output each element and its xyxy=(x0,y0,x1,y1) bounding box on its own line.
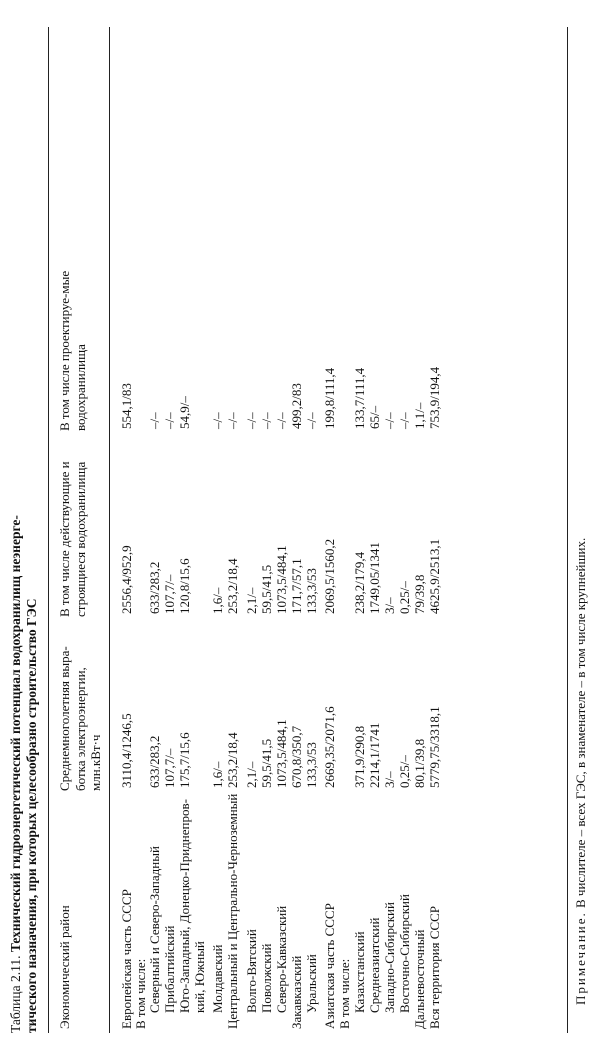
row-region: Дальневосточный xyxy=(412,929,427,1029)
table-title xyxy=(8,33,40,1033)
row-mean-output: 107,7/– xyxy=(162,748,177,788)
bottom-rule xyxy=(567,27,568,1033)
table-note xyxy=(573,538,589,1005)
row-region: Закавказский xyxy=(289,955,304,1029)
row-mean-output: 1,6/– xyxy=(210,761,225,788)
row-region: Казахстанский xyxy=(352,931,367,1013)
header-existing: В том числе действующие и строящиеся водохранилища xyxy=(57,461,88,617)
row-region: В том числе: xyxy=(337,958,352,1029)
row-mean-output: 2669,35/2071,6 xyxy=(322,706,337,788)
row-mean-output: 2,1/– xyxy=(244,761,259,788)
row-region: Поволжский xyxy=(259,943,274,1013)
row-region: Западно-Сибирский xyxy=(382,902,397,1013)
row-designed: –/– xyxy=(225,412,240,429)
row-designed: –/– xyxy=(147,412,162,429)
row-region: Среднеазиатский xyxy=(367,917,382,1013)
row-existing: 79/39,8 xyxy=(412,574,427,614)
row-designed: –/– xyxy=(244,412,259,429)
row-designed: 65/– xyxy=(367,405,382,429)
row-region: Уральский xyxy=(304,954,319,1013)
row-mean-output: 0,25/– xyxy=(397,755,412,788)
row-designed: 133,7/111,4 xyxy=(352,367,367,429)
row-mean-output: 80,1/39,8 xyxy=(412,738,427,788)
row-mean-output: 670,8/350,7 xyxy=(289,725,304,788)
row-existing: 4625,9/2513,1 xyxy=(427,538,442,614)
row-mean-output: 633/283,2 xyxy=(147,735,162,788)
row-mean-output: 253,2/18,4 xyxy=(225,732,240,788)
row-mean-output: 371,9/290,8 xyxy=(352,725,367,788)
row-existing: 1073,5/484,1 xyxy=(274,545,289,614)
row-region: Северо-Кавказский xyxy=(274,905,289,1013)
row-region: Азиатская часть СССР xyxy=(322,903,337,1029)
row-mean-output: 5779,75/3318,1 xyxy=(427,706,442,788)
table-label: Таблица 2.11. xyxy=(8,955,23,1033)
row-region: Центральный и Центрально-Черноземный xyxy=(225,793,240,1029)
top-rule xyxy=(48,27,49,1033)
table-title-line1: Технический гидроэнергетический потенциал водохранилищ неэнерге- xyxy=(8,515,23,953)
row-designed: –/– xyxy=(304,412,319,429)
row-mean-output: 1073,5/484,1 xyxy=(274,719,289,788)
header-mean-output: Среднемноголетняя выра-ботка электроэнергии, млн.кВт·ч xyxy=(57,646,103,791)
row-existing: 2069,5/1560,2 xyxy=(322,538,337,614)
row-existing: 633/283,2 xyxy=(147,561,162,614)
row-designed: 1,1/– xyxy=(412,402,427,429)
row-designed: 54,9/– xyxy=(177,396,192,429)
row-region: Молдавский xyxy=(210,944,225,1013)
row-region: Европейская часть СССР xyxy=(119,889,134,1029)
note-label: Примечание. xyxy=(573,911,588,1005)
row-existing: 2556,4/952,9 xyxy=(119,545,134,614)
header-rule xyxy=(109,27,110,1033)
row-designed: –/– xyxy=(274,412,289,429)
row-region: Северный и Северо-Западный xyxy=(147,846,162,1013)
row-designed: 499,2/83 xyxy=(289,383,304,429)
row-mean-output: 2214,1/1741 xyxy=(367,722,382,788)
note-text: В числителе – всех ГЭС, в знаменателе – в том числе крупнейших. xyxy=(573,537,588,912)
header-designed: В том числе проектируе-мые водохранилища xyxy=(57,270,88,431)
row-mean-output: 3110,4/1246,5 xyxy=(119,713,134,788)
row-mean-output: 3/– xyxy=(382,771,397,788)
row-existing: 133,3/53 xyxy=(304,568,319,614)
row-designed: –/– xyxy=(259,412,274,429)
row-region: Восточно-Сибирский xyxy=(397,894,412,1013)
table-title-line2: тического назначения, при которых целесообразно строительство ГЭС xyxy=(24,598,39,1033)
row-existing: 120,8/15,6 xyxy=(177,558,192,614)
row-designed: –/– xyxy=(210,412,225,429)
row-existing: 1,6/– xyxy=(210,587,225,614)
row-designed: 554,1/83 xyxy=(119,383,134,429)
row-region: Вся территория СССР xyxy=(427,905,442,1029)
row-region: кий, Южный xyxy=(192,941,207,1013)
row-existing: 3/– xyxy=(382,597,397,614)
row-existing: 59,5/41,5 xyxy=(259,564,274,614)
row-existing: 171,7/57,1 xyxy=(289,558,304,614)
row-existing: 2,1/– xyxy=(244,587,259,614)
row-mean-output: 59,5/41,5 xyxy=(259,738,274,788)
row-existing: 107,7/– xyxy=(162,574,177,614)
row-existing: 1749,05/1341 xyxy=(367,542,382,614)
row-region: В том числе: xyxy=(133,958,148,1029)
row-region: Юго-Западный, Донецко-Приднепров- xyxy=(177,799,192,1013)
row-designed: –/– xyxy=(397,412,412,429)
row-designed: 753,9/194,4 xyxy=(427,366,442,429)
row-mean-output: 175,7/15,6 xyxy=(177,732,192,788)
row-existing: 238,2/179,4 xyxy=(352,551,367,614)
row-designed: 199,8/111,4 xyxy=(322,367,337,429)
row-designed: –/– xyxy=(162,412,177,429)
row-existing: 0,25/– xyxy=(397,581,412,614)
row-existing: 253,2/18,4 xyxy=(225,558,240,614)
row-region: Волго-Вятский xyxy=(244,929,259,1013)
header-region: Экономический район xyxy=(57,905,72,1029)
row-mean-output: 133,3/53 xyxy=(304,742,319,788)
row-designed: –/– xyxy=(382,412,397,429)
row-region: Прибалтийский xyxy=(162,925,177,1013)
